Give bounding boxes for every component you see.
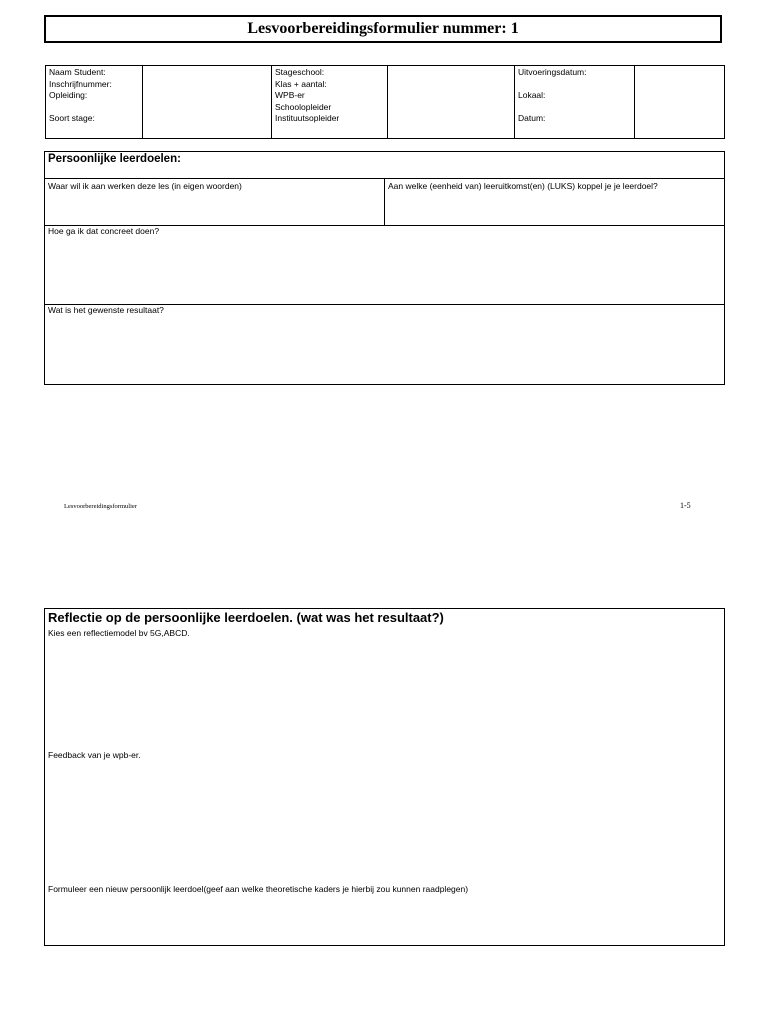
footer-page-number: 1-5	[680, 501, 691, 510]
question-feedback-wpb: Feedback van je wpb-er.	[48, 750, 141, 760]
question-leeruitkomst: Aan welke (eenheid van) leeruitkomst(en) (LUKS) koppel je je leerdoel?	[388, 181, 658, 191]
field-waar-wil-ik[interactable]	[45, 179, 384, 225]
info-labels-school	[272, 66, 388, 139]
input-date-values[interactable]	[635, 66, 725, 139]
label-instituutsopleider: Instituutsopleider	[275, 113, 340, 123]
form-title: Lesvoorbereidingsformulier nummer: 1	[247, 20, 519, 37]
field-reflectiemodel[interactable]	[45, 626, 724, 748]
label-opleiding: Opleiding:	[49, 90, 88, 100]
field-hoe-concreet[interactable]	[45, 226, 724, 304]
label-klas-aantal: Klas + aantal:	[275, 78, 327, 89]
label-naam-student: Naam Student:	[49, 67, 106, 77]
question-gewenst-resultaat: Wat is het gewenste resultaat?	[48, 305, 164, 315]
input-school-values[interactable]	[388, 66, 515, 139]
form-title-box	[44, 15, 722, 43]
label-datum: Datum:	[518, 113, 546, 123]
field-feedback-wpb[interactable]	[45, 748, 724, 880]
label-wpb-er: WPB-er	[275, 90, 305, 100]
field-nieuw-leerdoel[interactable]	[45, 880, 724, 945]
label-soort-stage: Soort stage:	[49, 113, 95, 123]
label-stageschool: Stageschool:	[275, 67, 325, 77]
leerdoelen-heading: Persoonlijke leerdoelen:	[48, 153, 181, 165]
field-leeruitkomst[interactable]	[385, 179, 724, 225]
reflectie-heading: Reflectie op de persoonlijke leerdoelen. (wat was het resultaat?)	[48, 610, 444, 625]
student-info-table	[45, 65, 725, 139]
question-nieuw-leerdoel: Formuleer een nieuw persoonlijk leerdoel(geef aan welke theoretische kaders je hierbij zou kunnen raadplegen)	[48, 884, 469, 894]
label-inschrijfnummer: Inschrijfnummer:	[49, 78, 112, 89]
question-reflectiemodel: Kies een reflectiemodel bv 5G,ABCD.	[48, 628, 190, 638]
label-lokaal: Lokaal:	[518, 90, 546, 100]
input-student-values[interactable]	[143, 66, 272, 139]
info-labels-student	[46, 66, 143, 139]
info-labels-date	[515, 66, 635, 139]
question-hoe-concreet: Hoe ga ik dat concreet doen?	[48, 226, 160, 236]
label-uitvoeringsdatum: Uitvoeringsdatum:	[518, 67, 587, 77]
field-gewenst-resultaat[interactable]	[45, 305, 724, 384]
footer-form-name: Lesvoorbereidingsformulier	[64, 503, 137, 510]
label-schoolopleider: Schoolopleider	[275, 101, 332, 112]
question-waar-wil-ik: Waar wil ik aan werken deze les (in eigen woorden)	[48, 181, 242, 191]
